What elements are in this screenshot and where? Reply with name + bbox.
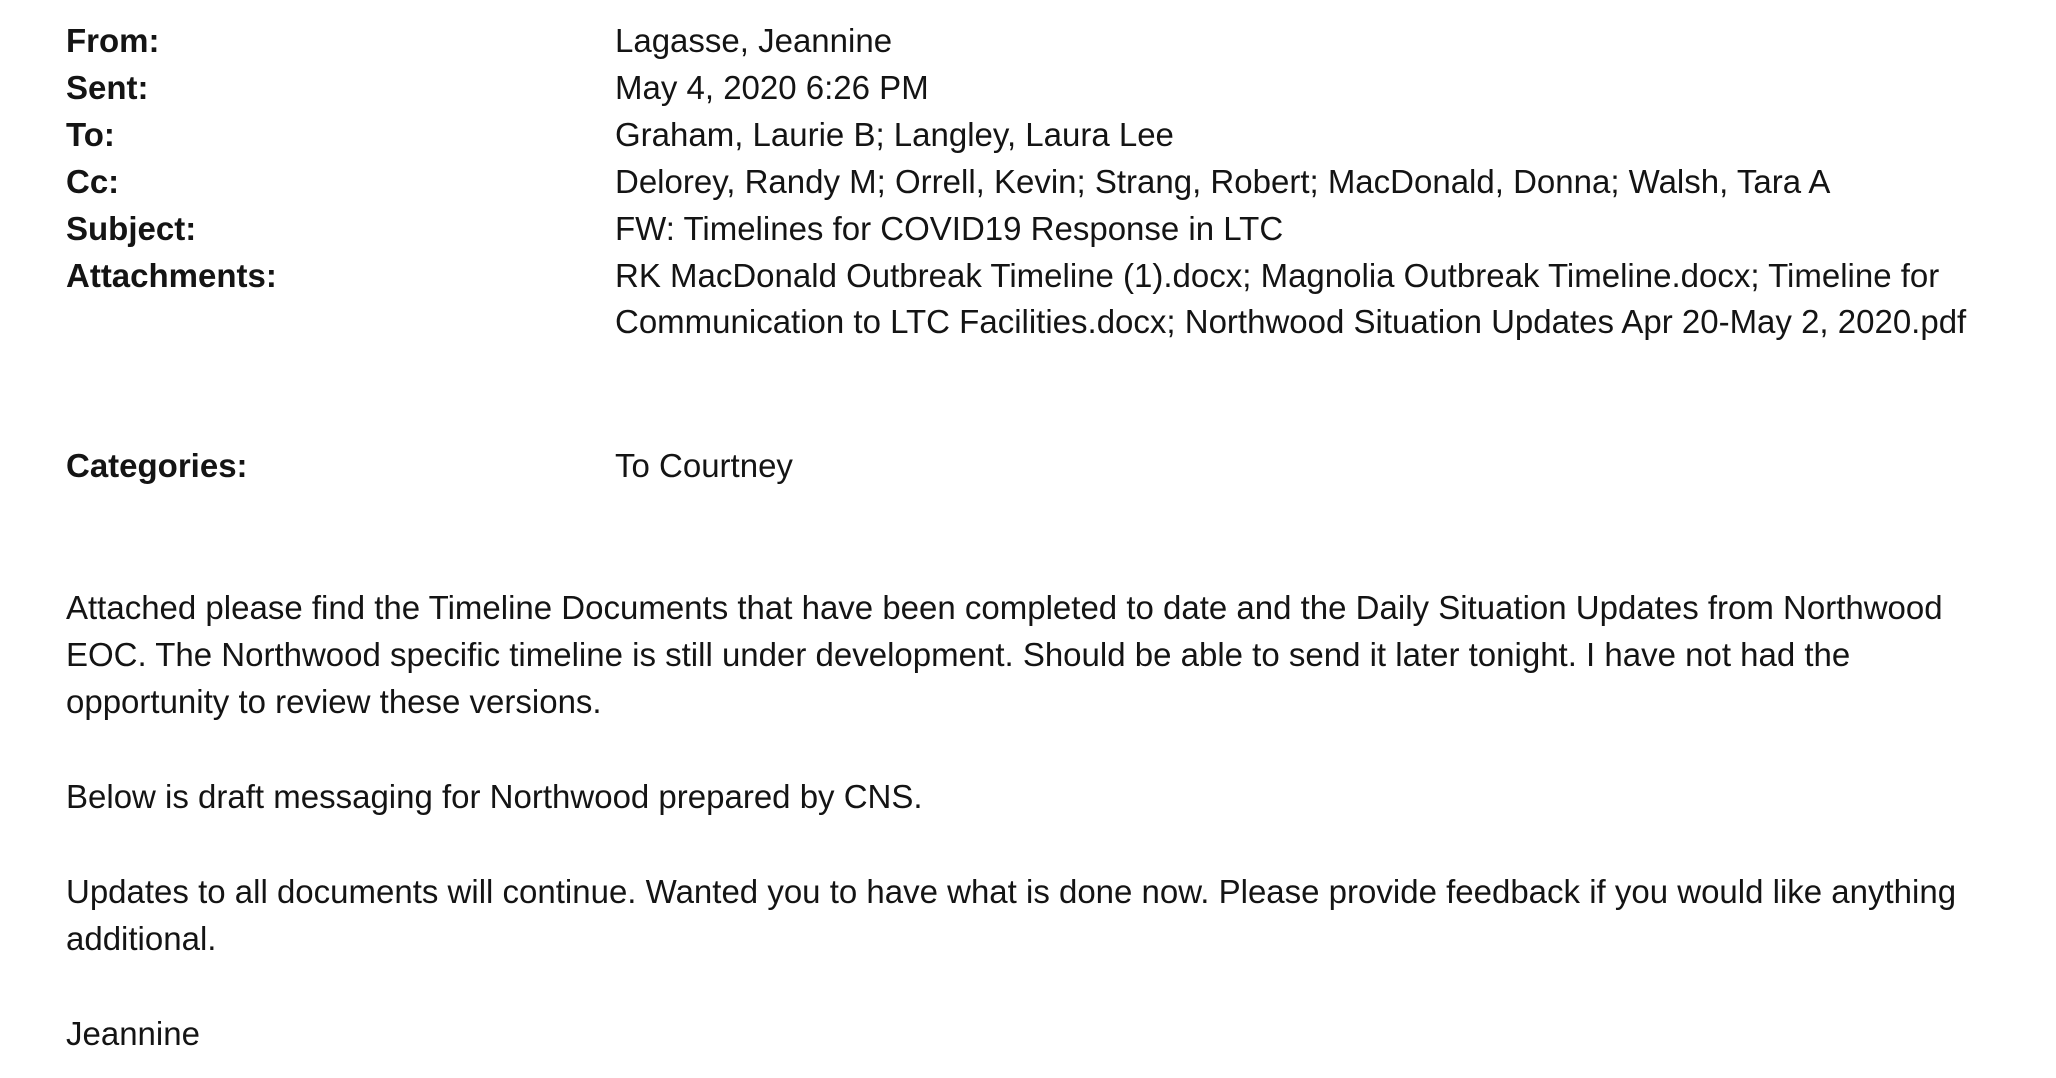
body-paragraph-2: Below is draft messaging for Northwood prepared by CNS. [66,778,923,815]
body-paragraph-3: Updates to all documents will continue. Wanted you to have what is done now. Please provide feedback if you would like anything additional. [66,873,1957,957]
to-label: To: [66,116,115,153]
header-to-row [66,112,1996,158]
attachments-label: Attachments: [66,257,277,294]
subject-value: FW: Timelines for COVID19 Response in LTC [615,210,1284,247]
header-sent-row [66,65,1996,111]
sent-label: Sent: [66,69,149,106]
header-subject-row [66,206,1996,252]
cc-value: Delorey, Randy M; Orrell, Kevin; Strang, Robert; MacDonald, Donna; Walsh, Tara A [615,163,1831,200]
to-value: Graham, Laurie B; Langley, Laura Lee [615,116,1174,153]
header-from-row [66,18,1996,64]
from-label: From: [66,22,160,59]
subject-label: Subject: [66,210,197,247]
header-categories-row [66,443,1996,489]
signature: Jeannine [66,1015,200,1052]
header-attachments-row [66,253,1996,393]
header-cc-row [66,159,1996,205]
body-paragraph-1: Attached please find the Timeline Documents that have been completed to date and the Daily Situation Updates from Northwood EOC. The Northwood specific timeline is still under development. Should be able to send it later tonight. I have not had the opportunity to review these versions. [66,589,1943,720]
sent-value: May 4, 2020 6:26 PM [615,69,929,106]
attachments-value: RK MacDonald Outbreak Timeline (1).docx; Magnolia Outbreak Timeline.docx; Timeline for Communication to LTC Facilities.docx; Northwood Situation Updates Apr 20-May 2, 2020.pdf [615,257,1967,340]
cc-label: Cc: [66,163,120,200]
from-value: Lagasse, Jeannine [615,22,893,59]
categories-value: To Courtney [615,447,793,484]
categories-label: Categories: [66,447,248,484]
